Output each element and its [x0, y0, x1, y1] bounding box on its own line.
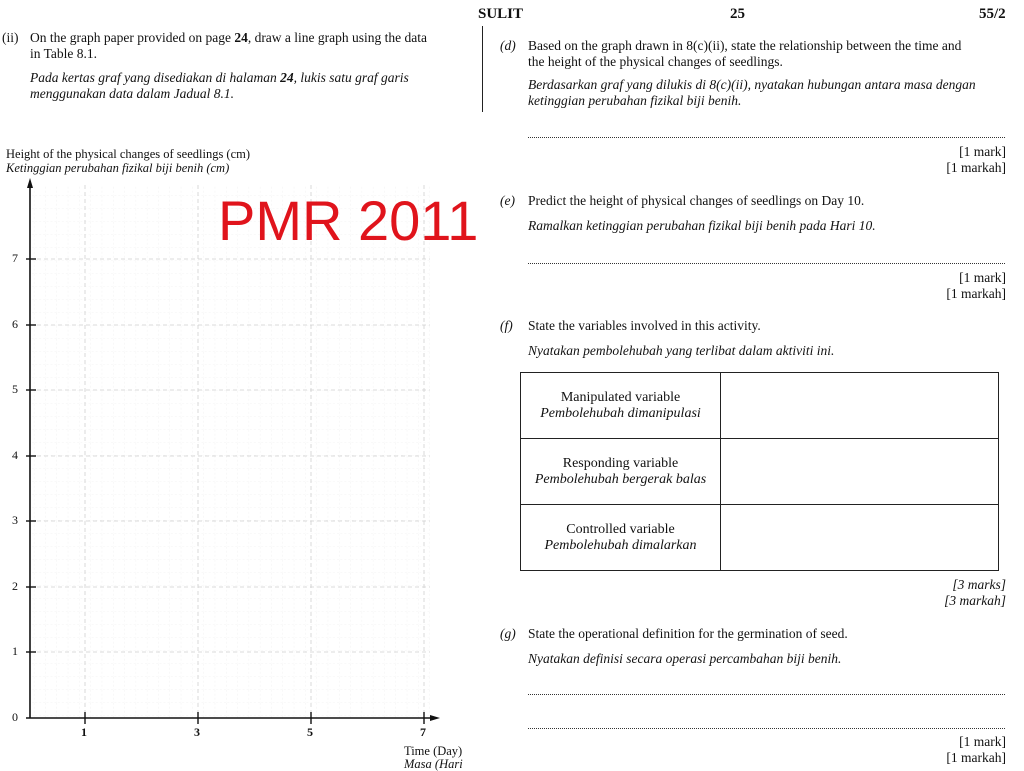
page-number: 25: [730, 6, 745, 22]
graph-grid: [30, 185, 430, 718]
table-row: [521, 505, 999, 571]
responding-variable-label: Responding variable Pembolehubah bergerak balas: [521, 439, 721, 505]
question-e-label: (e): [500, 193, 515, 208]
column-divider: [482, 26, 483, 112]
instruction-ms: Pada kertas graf yang disediakan di halaman 24, lukis satu graf garis menggunakan data dalam Jadual 8.1.: [30, 70, 409, 101]
question-g-marks: [1 mark] [1 markah]: [946, 734, 1006, 765]
x-tick-label-7: 7: [420, 725, 426, 739]
y-tick-label-7: 7: [12, 251, 18, 265]
question-f-label: (f): [500, 318, 513, 333]
controlled-variable-label: Controlled variable Pembolehubah dimalarkan: [521, 505, 721, 571]
y-axis-arrow-icon: [27, 178, 33, 188]
answer-line-d[interactable]: [528, 137, 1005, 138]
question-e-ms: Ramalkan ketinggian perubahan fizikal biji benih pada Hari 10.: [528, 218, 876, 233]
x-tick-label-1: 1: [81, 725, 87, 739]
question-f-en: State the variables involved in this activity.: [528, 318, 761, 333]
sulit-label: SULIT: [478, 6, 524, 22]
question-d-marks: [1 mark] [1 markah]: [946, 144, 1006, 175]
table-row: [521, 439, 999, 505]
instruction-en: On the graph paper provided on page 24, draw a line graph using the data in Table 8.1.: [30, 30, 428, 61]
responding-variable-answer[interactable]: [721, 439, 999, 505]
question-f-ms: Nyatakan pembolehubah yang terlibat dalam aktiviti ini.: [528, 343, 835, 358]
answer-line-g-1[interactable]: [528, 694, 1005, 695]
answer-line-g-2[interactable]: [528, 728, 1005, 729]
x-tick-label-3: 3: [194, 725, 200, 739]
manipulated-variable-answer[interactable]: [721, 373, 999, 439]
x-tick-label-5: 5: [307, 725, 313, 739]
y-tick-label-1: 1: [12, 644, 18, 658]
question-g-label: (g): [500, 626, 516, 641]
y-tick-label-0: 0: [12, 710, 18, 724]
question-g-en: State the operational definition for the germination of seed.: [528, 626, 848, 641]
question-d-ms: Berdasarkan graf yang dilukis di 8(c)(ii), nyatakan hubungan antara masa dengan ketinggian perubahan fizikal biji benih.: [528, 77, 976, 108]
question-e-marks: [1 mark] [1 markah]: [946, 270, 1006, 301]
watermark-pmr-2011: PMR 2011: [218, 189, 479, 252]
graph-y-title: Height of the physical changes of seedlings (cm) Ketinggian perubahan fizikal biji benih (cm): [6, 147, 251, 175]
controlled-variable-answer[interactable]: [721, 505, 999, 571]
answer-line-e[interactable]: [528, 263, 1005, 264]
question-d-en: Based on the graph drawn in 8(c)(ii), state the relationship between the time and the height of the physical changes of seedlings.: [528, 38, 962, 69]
paper-code: 55/2: [979, 6, 1006, 22]
y-tick-label-2: 2: [12, 579, 18, 593]
question-d-label: (d): [500, 38, 516, 53]
question-e-en: Predict the height of physical changes of seedlings on Day 10.: [528, 193, 865, 208]
y-tick-label-4: 4: [12, 448, 18, 462]
table-row: [521, 373, 999, 439]
variables-table: [520, 372, 999, 571]
x-axis-arrow-icon: [430, 715, 440, 721]
question-f-marks: [3 marks] [3 markah]: [944, 577, 1006, 608]
y-tick-label-3: 3: [12, 513, 18, 527]
y-tick-label-6: 6: [12, 317, 18, 331]
manipulated-variable-label: Manipulated variable Pembolehubah dimanipulasi: [521, 373, 721, 439]
y-tick-label-5: 5: [12, 382, 18, 396]
question-g-ms: Nyatakan definisi secara operasi percambahan biji benih.: [528, 651, 842, 666]
instruction-roman: (ii): [2, 30, 19, 45]
graph-x-title: Time (Day) Masa (Hari: [404, 744, 463, 771]
